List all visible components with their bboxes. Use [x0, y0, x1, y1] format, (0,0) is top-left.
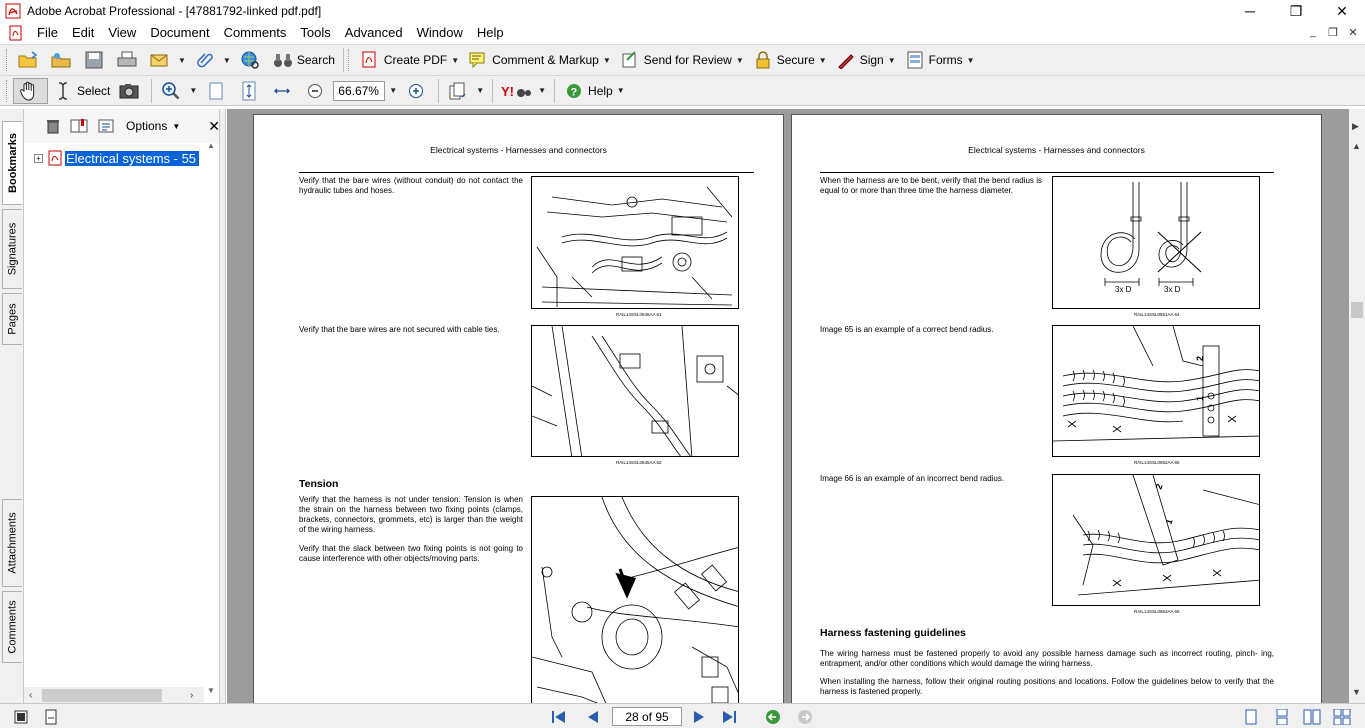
text-cursor-icon — [52, 80, 74, 102]
scroll-down-icon[interactable]: ▼ — [207, 686, 215, 695]
folder-open-icon — [17, 49, 39, 71]
create-pdf-label: Create PDF — [383, 53, 448, 67]
dropdown-arrow-icon: ▼ — [818, 55, 827, 65]
page-header: Electrical systems - Harnesses and connectors — [430, 145, 607, 155]
open-button[interactable] — [13, 47, 46, 73]
document-view[interactable] — [227, 109, 1349, 703]
scroll-up-icon[interactable]: ▲ — [1352, 141, 1361, 151]
harness-drawing-62 — [532, 326, 739, 457]
bend-label: 3x D — [1164, 285, 1181, 294]
send-review-icon — [619, 49, 641, 71]
trash-icon[interactable] — [46, 117, 60, 135]
menu-help[interactable]: Help — [476, 25, 504, 40]
sign-button[interactable] — [831, 47, 900, 73]
zoom-in-button[interactable] — [401, 78, 434, 104]
select-tool-button[interactable] — [48, 78, 114, 104]
harness-bend-drawing-65 — [1053, 326, 1260, 457]
bookmarks-vertical-scrollbar[interactable] — [203, 141, 219, 695]
single-page-view-icon[interactable] — [1242, 708, 1260, 726]
pdf-page-right — [791, 114, 1322, 703]
menu-edit[interactable]: Edit — [71, 25, 95, 40]
rotate-page-icon — [447, 80, 469, 102]
menu-window[interactable]: Window — [416, 25, 463, 40]
harness-drawing-63 — [532, 497, 739, 703]
document-window-controls — [1305, 24, 1361, 40]
menu-bar — [0, 22, 1365, 43]
yahoo-binoculars-icon — [501, 80, 531, 102]
help-label: Help — [588, 83, 613, 98]
document-icon[interactable] — [42, 708, 60, 726]
dropdown-arrow-icon: ▼ — [735, 55, 744, 65]
dropdown-arrow-icon: ▼ — [178, 55, 186, 65]
section-heading: Harness fastening guidelines — [820, 627, 966, 639]
figure-caption: RAIL14SSL0653AA 66 — [1134, 609, 1180, 614]
navigation-tabs — [0, 109, 24, 703]
paragraph: Image 66 is an example of an incorrect bend radius. — [820, 474, 1005, 483]
figure-caption: RAIL14SSL0645AA 62 — [616, 460, 662, 465]
snapshot-button[interactable] — [114, 78, 147, 104]
next-page-arrow-icon[interactable]: ▶ — [1352, 121, 1359, 131]
toolbar-separator — [492, 79, 493, 103]
dropdown-arrow-icon: ▼ — [476, 86, 485, 95]
bend-label: 3x D — [1115, 285, 1132, 294]
svg-text:1: 1 — [1195, 395, 1205, 401]
pdf-page-left — [253, 114, 784, 703]
file-toolbar — [0, 44, 1365, 75]
continuous-view-icon[interactable] — [1273, 708, 1291, 726]
menu-advanced[interactable]: Advanced — [344, 25, 403, 40]
acrobat-app-icon — [5, 3, 21, 19]
doc-minimize-button[interactable]: _ — [1309, 26, 1317, 38]
dropdown-arrow-icon: ▼ — [887, 55, 896, 65]
scrollbar-thumb[interactable] — [42, 689, 162, 702]
zoom-out-icon — [304, 80, 326, 102]
fit-page-icon — [238, 80, 260, 102]
camera-icon — [118, 80, 140, 102]
bookmarks-panel-toolbar — [24, 109, 219, 143]
select-label: Select — [77, 83, 111, 98]
paragraph: Image 65 is an example of a correct bend radius. — [820, 325, 994, 334]
tab-attachments[interactable] — [2, 499, 22, 587]
forms-label: Forms — [928, 53, 963, 67]
paragraph: The wiring harness must be fastened properly to avoid any possible harness damage such as incorrect routing, pinch- ing, entrapment, and/or other conditions which would damage the wiring harness. — [820, 649, 1274, 668]
figure-61 — [531, 176, 739, 309]
send-for-review-button[interactable] — [615, 47, 748, 73]
harness-bend-drawing-66 — [1053, 475, 1260, 606]
help-icon — [563, 80, 585, 102]
panel-splitter[interactable] — [220, 109, 226, 703]
paragraph: Verify that the bare wires (without conduit) do not contact the hydraulic tubes and hoses. — [299, 176, 523, 195]
close-button[interactable]: ✕ — [1336, 2, 1348, 19]
header-rule — [299, 172, 754, 173]
title-bar — [0, 0, 1365, 22]
toolbar-separator — [554, 79, 555, 103]
new-bookmark-icon[interactable] — [70, 117, 88, 135]
bookmark-item[interactable] — [34, 150, 199, 166]
tab-pages-label: Pages — [6, 303, 19, 335]
create-pdf-button[interactable] — [355, 47, 463, 73]
status-bar — [0, 703, 1365, 728]
facing-view-icon[interactable] — [1303, 708, 1321, 726]
zoom-out-button[interactable] — [300, 78, 333, 104]
document-icon — [8, 25, 24, 41]
dropdown-arrow-icon: ▼ — [538, 86, 547, 95]
bookmarks-horizontal-scrollbar[interactable] — [24, 687, 204, 703]
fit-width-button[interactable] — [267, 78, 300, 104]
comment-markup-button[interactable] — [463, 47, 615, 73]
page-number-field[interactable]: 28 of 95 — [612, 707, 682, 726]
next-page-button[interactable] — [690, 708, 708, 726]
previous-page-button[interactable] — [584, 708, 602, 726]
paragraph: Verify that the bare wires are not secured with cable ties. — [299, 325, 500, 334]
paragraph: Verify that the slack between two fixing points is not going to cause interference with other objects/moving parts. — [299, 544, 523, 563]
email-button[interactable] — [145, 47, 190, 73]
tab-comments[interactable] — [2, 591, 22, 663]
go-back-button[interactable] — [764, 708, 782, 726]
save-icon — [83, 49, 105, 71]
figure-caption: RAIL14SSL0651AA 64 — [1134, 312, 1180, 317]
menu-view[interactable]: View — [108, 25, 137, 40]
dropdown-arrow-icon: ▼ — [222, 55, 231, 65]
lock-icon — [752, 49, 774, 71]
minimize-button[interactable]: ─ — [1245, 3, 1255, 19]
tab-signatures[interactable] — [2, 209, 22, 289]
yahoo-search-button[interactable] — [497, 78, 550, 104]
section-heading: Tension — [299, 478, 339, 490]
options-menu[interactable]: Options — [126, 119, 168, 133]
figure-caption: RAIL14SSL0646AA 61 — [616, 312, 662, 317]
tab-pages[interactable] — [2, 293, 22, 345]
expand-plus-icon[interactable]: + — [34, 154, 43, 163]
expand-bookmark-icon[interactable] — [98, 117, 114, 135]
scroll-down-icon[interactable]: ▼ — [1352, 687, 1361, 697]
email-icon — [149, 49, 171, 71]
doc-close-button[interactable]: ✕ — [1348, 26, 1358, 39]
dropdown-arrow-icon: ▼ — [966, 55, 975, 65]
scroll-right-icon[interactable]: › — [190, 689, 194, 701]
toolbar-separator — [343, 48, 344, 72]
zoom-level-field[interactable]: 66.67% — [333, 81, 385, 101]
bend-radius-drawing-64 — [1053, 177, 1260, 309]
svg-text:?: ? — [570, 86, 578, 98]
zoom-in-icon — [405, 80, 427, 102]
tab-comments-label: Comments — [6, 600, 19, 654]
restore-button[interactable]: ❐ — [1289, 2, 1303, 19]
menu-tools[interactable]: Tools — [300, 25, 331, 40]
dropdown-arrow-icon: ▼ — [389, 86, 398, 95]
close-panel-button[interactable]: ✕ — [208, 117, 221, 134]
menu-comments[interactable]: Comments — [223, 25, 287, 40]
sign-label: Sign — [859, 53, 884, 67]
paperclip-icon — [194, 49, 216, 71]
attach-button[interactable] — [190, 47, 235, 73]
figure-64 — [1052, 176, 1260, 309]
rotate-view-button[interactable] — [443, 78, 488, 104]
page-size-icon[interactable] — [12, 708, 30, 726]
first-page-button[interactable] — [550, 708, 568, 726]
hand-tool-button[interactable] — [13, 78, 48, 104]
svg-text:2: 2 — [1195, 355, 1205, 361]
svg-text:1: 1 — [1163, 517, 1175, 526]
doc-restore-button[interactable]: ❐ — [1328, 26, 1338, 39]
organizer-button[interactable] — [46, 47, 79, 73]
organizer-icon — [50, 49, 72, 71]
create-pdf-icon — [359, 49, 381, 71]
save-button[interactable] — [79, 47, 112, 73]
paragraph: Verify that the harness is not under tension. Tension is when the strain on the harness between two fixing points (clamps, brackets, connectors, grommets, etc) is larger than the weight of the wiring harness. — [299, 495, 523, 534]
search-label: Search — [296, 53, 335, 67]
zoom-dropdown-button[interactable] — [385, 78, 401, 104]
globe-icon — [239, 49, 261, 71]
toolbar-grip[interactable] — [348, 49, 351, 71]
document-vertical-scrollbar[interactable] — [1349, 109, 1365, 703]
figure-63 — [531, 496, 739, 703]
fit-page-button[interactable] — [234, 78, 267, 104]
pdf-bookmark-icon — [47, 150, 63, 166]
go-forward-button[interactable] — [796, 708, 814, 726]
bookmark-label[interactable]: Electrical systems - 55 — [65, 151, 199, 166]
comment-markup-label: Comment & Markup — [492, 53, 599, 67]
print-button[interactable] — [112, 47, 145, 73]
toolbar-grip[interactable] — [6, 80, 9, 102]
menu-file[interactable]: File — [37, 25, 58, 40]
bookmarks-panel — [24, 109, 220, 703]
send-for-review-label: Send for Review — [643, 53, 732, 67]
last-page-button[interactable] — [720, 708, 738, 726]
tab-bookmarks-label: Bookmarks — [6, 133, 19, 193]
toolbar-grip[interactable] — [6, 49, 9, 71]
dropdown-arrow-icon: ▼ — [189, 86, 198, 95]
dropdown-arrow-icon: ▼ — [602, 55, 611, 65]
dropdown-arrow-icon: ▼ — [172, 121, 181, 131]
toolbar-separator — [151, 79, 152, 103]
dropdown-arrow-icon: ▼ — [616, 86, 625, 95]
printer-icon — [116, 49, 138, 71]
paragraph: When the harness are to be bent, verify that the bend radius is equal to or more than three time the harness diameter. — [820, 176, 1042, 195]
web-button[interactable] — [235, 47, 268, 73]
figure-caption: RAIL14SSL0652AA 65 — [1134, 460, 1180, 465]
secure-label: Secure — [776, 53, 815, 67]
tab-attachments-label: Attachments — [6, 512, 19, 574]
scrollbar-thumb[interactable] — [1351, 302, 1363, 318]
zoom-in-tool-button[interactable] — [156, 78, 201, 104]
pen-icon — [835, 49, 857, 71]
figure-66 — [1052, 474, 1260, 606]
header-rule — [820, 172, 1274, 173]
help-button[interactable] — [559, 78, 629, 104]
fit-width-icon — [271, 80, 293, 102]
continuous-facing-view-icon[interactable] — [1333, 708, 1351, 726]
secure-button[interactable] — [748, 47, 831, 73]
hand-icon — [18, 80, 40, 102]
comment-markup-icon — [467, 49, 489, 71]
window-title: Adobe Acrobat Professional - [47881792-linked pdf.pdf] — [27, 4, 322, 18]
page-header: Electrical systems - Harnesses and connectors — [968, 145, 1145, 155]
tab-signatures-label: Signatures — [6, 222, 19, 276]
actual-size-button[interactable] — [201, 78, 234, 104]
figure-62 — [531, 325, 739, 457]
paragraph: When installing the harness, follow their original routing positions and locations. Follow the guidelines below to verify that the harness is fastened properly. — [820, 677, 1274, 696]
page-icon — [205, 80, 227, 102]
scroll-up-icon[interactable]: ▲ — [207, 141, 215, 150]
search-button[interactable] — [268, 47, 339, 73]
menu-document[interactable]: Document — [150, 25, 210, 40]
forms-button[interactable] — [900, 47, 979, 73]
navigation-toolbar — [0, 75, 1365, 106]
scroll-left-icon[interactable]: ‹ — [29, 689, 33, 701]
tab-bookmarks[interactable] — [2, 121, 22, 205]
svg-text:2: 2 — [1153, 482, 1165, 491]
dropdown-arrow-icon: ▼ — [451, 55, 460, 65]
forms-icon — [904, 49, 926, 71]
svg-text:Y!: Y! — [501, 83, 515, 99]
toolbar-separator — [438, 79, 439, 103]
magnifier-zoom-icon — [160, 80, 182, 102]
figure-65 — [1052, 325, 1260, 457]
harness-drawing-61 — [532, 177, 739, 309]
binoculars-icon — [272, 49, 294, 71]
